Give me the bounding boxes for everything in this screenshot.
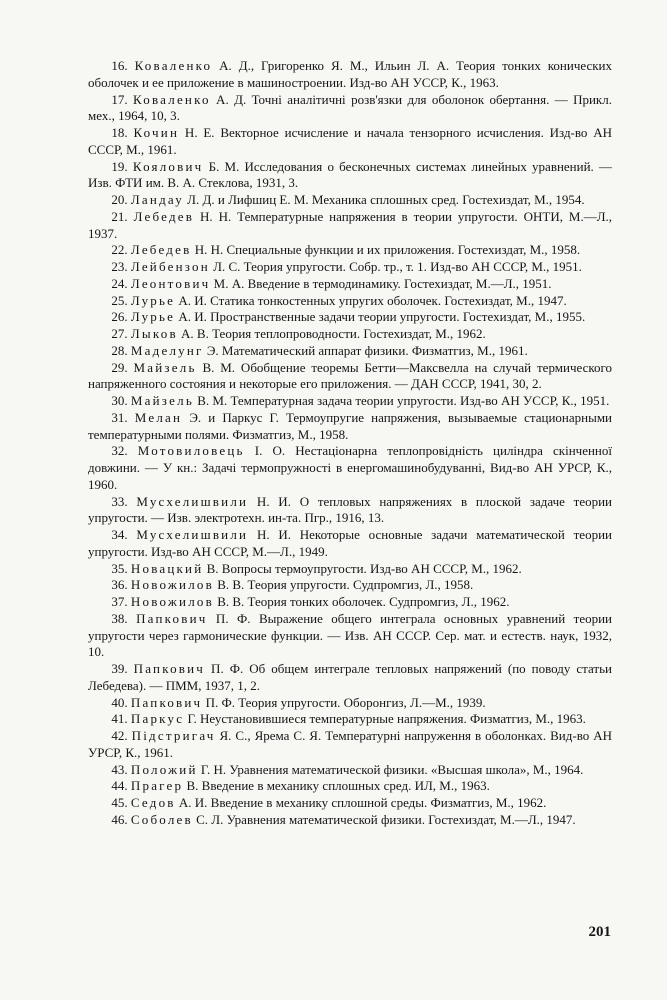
- reference-author: Підстригач: [131, 728, 216, 743]
- reference-text: А. Д. Точні аналітичні розв'язки для оболонок обертання. — Прикл. мех., 1964, 10, 3.: [88, 91, 612, 124]
- reference-number: 33.: [111, 493, 137, 509]
- reference-text: М. А. Введение в термодинамику. Гостехиздат, М.—Л., 1951.: [210, 275, 552, 291]
- reference-text: Я. С., Ярема С. Я. Температурні напруження в оболонках. Вид-во АН УРСР, К., 1961.: [88, 728, 613, 760]
- reference-text: А. Д., Григоренко Я. М., Ильин Л. А. Теория тонких конических оболочек и ее приложение в машиностроении. Изд-во АН УССР, К., 1963.: [88, 58, 613, 90]
- reference-entry: [88, 410, 612, 444]
- reference-author: Седов: [130, 795, 176, 810]
- reference-author: Ландау: [130, 192, 184, 207]
- reference-author: Папкович: [136, 610, 208, 626]
- reference-author: Паркус: [130, 711, 185, 727]
- reference-entry: [88, 577, 612, 594]
- reference-number: 25.: [111, 292, 131, 308]
- reference-text: В. М. Температурная задача теории упругости. Изд-во АН УССР, К., 1951.: [193, 393, 610, 408]
- reference-number: 18.: [111, 125, 134, 140]
- reference-text: С. Л. Уравнения математической физики. Гостехиздат, М.—Л., 1947.: [192, 811, 576, 827]
- reference-entry: [88, 276, 612, 293]
- reference-text: І. О. Нестаціонарна теплопровідність циліндра скінченної довжини. — У кн.: Задачі термопружності в енергомашинобудуванні, Вид-во АН УРСР, К., 1960.: [88, 443, 612, 492]
- reference-number: 29.: [111, 359, 134, 375]
- reference-text: П. Ф. Теория упругости. Оборонгиз, Л.—М., 1939.: [202, 694, 486, 710]
- page-number: 201: [588, 924, 611, 940]
- reference-author: Новожилов: [130, 594, 214, 609]
- reference-number: 24.: [111, 275, 131, 291]
- reference-entry: [88, 443, 612, 493]
- reference-entry: [88, 360, 612, 394]
- reference-number: 19.: [111, 158, 133, 174]
- reference-number: 38.: [111, 610, 137, 626]
- reference-list: [88, 58, 612, 829]
- reference-number: 22.: [111, 242, 131, 258]
- reference-author: Коваленко: [134, 58, 213, 73]
- reference-text: Н. И. Некоторые основные задачи математической теории упругости. Изд-во АН СССР, М.—Л., 1949.: [88, 527, 612, 559]
- reference-number: 37.: [111, 594, 131, 609]
- reference-number: 44.: [111, 778, 131, 794]
- reference-author: Маделунг: [130, 342, 204, 358]
- reference-entry: [88, 561, 612, 578]
- reference-number: 21.: [111, 208, 134, 224]
- reference-entry: [88, 728, 612, 762]
- reference-author: Новацкий: [130, 560, 204, 576]
- reference-author: Лебедев: [133, 208, 195, 224]
- reference-entry: [88, 695, 612, 712]
- reference-text: Л. Д. и Лифшиц Е. М. Механика сплошных сред. Гостехиздат, М., 1954.: [183, 192, 585, 207]
- reference-author: Лебедев: [130, 242, 192, 258]
- reference-text: А. В. Теория теплопроводности. Гостехиздат, М., 1962.: [177, 326, 486, 341]
- reference-number: 20.: [111, 192, 131, 207]
- reference-text: Г. Неустановившиеся температурные напряжения. Физматгиз, М., 1963.: [184, 711, 586, 727]
- reference-author: Новожилов: [130, 577, 214, 593]
- reference-number: 35.: [111, 560, 131, 576]
- reference-text: Н. Н. Специальные функции и их приложения. Гостехиздат, М., 1958.: [191, 242, 581, 258]
- reference-author: Соболев: [130, 811, 193, 827]
- reference-number: 43.: [111, 761, 131, 777]
- reference-entry: [88, 661, 612, 695]
- reference-entry: [88, 242, 612, 259]
- reference-author: Лейбензон: [130, 259, 210, 274]
- reference-author: Мусхелишвили: [136, 527, 249, 542]
- reference-text: В. М. Обобщение теоремы Бетти—Максвелла на случай термического напряженного состояния и некоторые его приложения. — ДАН СССР, 1941, 30, 2.: [88, 359, 613, 392]
- reference-number: 27.: [111, 326, 131, 341]
- reference-author: Коялович: [132, 158, 204, 174]
- reference-number: 36.: [111, 577, 131, 593]
- reference-entry: [88, 293, 612, 310]
- reference-text: Н. Е. Векторное исчисление и начала тензорного исчисления. Изд-во АН СССР, М., 1961.: [88, 125, 613, 157]
- reference-number: 32.: [111, 443, 138, 459]
- reference-text: В. Вопросы термоупругости. Изд-во АН СССР, М., 1962.: [203, 560, 522, 576]
- reference-number: 31.: [111, 409, 135, 425]
- reference-entry: [88, 159, 612, 193]
- reference-entry: [88, 762, 612, 779]
- reference-author: Папкович: [133, 661, 206, 676]
- reference-text: Л. С. Теория упругости. Собр. тр., т. 1. Изд-во АН СССР, М., 1951.: [209, 259, 582, 274]
- reference-author: Лыков: [130, 326, 178, 341]
- reference-entry: [88, 812, 612, 829]
- reference-author: Лурье: [130, 309, 176, 325]
- reference-entry: [88, 309, 612, 326]
- reference-author: Папкович: [130, 694, 203, 710]
- reference-number: 39.: [111, 661, 134, 676]
- reference-entry: [88, 326, 612, 343]
- reference-text: Н. И. О тепловых напряжениях в плоской задаче теории упругости. — Изв. электротехн. ин-та. Пгр., 1916, 13.: [88, 493, 612, 526]
- reference-author: Прагер: [130, 778, 184, 794]
- reference-author: Мотовиловець: [137, 443, 245, 459]
- reference-entry: [88, 527, 612, 561]
- reference-entry: [88, 594, 612, 611]
- reference-text: П. Ф. Об общем интеграле тепловых напряжений (по поводу статьи Лебедева). — ПММ, 1937, 1, 2.: [88, 661, 612, 693]
- reference-number: 40.: [111, 694, 131, 710]
- reference-author: Кочин: [133, 125, 180, 140]
- reference-entry: [88, 209, 612, 243]
- reference-number: 16.: [111, 58, 135, 73]
- reference-author: Мелан: [134, 409, 183, 425]
- reference-number: 46.: [111, 811, 131, 827]
- reference-number: 28.: [111, 342, 131, 358]
- reference-text: Э. Математический аппарат физики. Физматгиз, М., 1961.: [203, 342, 528, 358]
- reference-text: Э. и Паркус Г. Термоупругие напряжения, вызываемые стационарными температурными полями. Физматгиз, М., 1958.: [88, 409, 612, 442]
- reference-author: Коваленко: [133, 91, 211, 107]
- reference-text: В. Введение в механику сплошных сред. ИЛ, М., 1963.: [183, 778, 490, 794]
- reference-entry: [88, 778, 612, 795]
- reference-text: Г. Н. Уравнения математической физики. «Высшая школа», М., 1964.: [197, 761, 584, 777]
- reference-entry: [88, 611, 612, 661]
- reference-text: Н. Н. Температурные напряжения в теории упругости. ОНТИ, М.—Л., 1937.: [88, 208, 613, 241]
- reference-author: Майзель: [133, 359, 197, 375]
- reference-entry: [88, 125, 612, 159]
- reference-entry: [88, 393, 612, 410]
- reference-text: А. И. Введение в механику сплошной среды. Физматгиз, М., 1962.: [175, 795, 547, 810]
- reference-text: В. В. Теория упругости. Судпромгиз, Л., 1958.: [213, 577, 474, 593]
- reference-number: 30.: [111, 393, 131, 408]
- reference-number: 34.: [111, 527, 137, 542]
- reference-number: 23.: [111, 259, 131, 274]
- reference-author: Мусхелишвили: [136, 493, 249, 509]
- reference-text: А. И. Статика тонкостенных упругих оболочек. Гостехиздат, М., 1947.: [175, 292, 567, 308]
- reference-number: 45.: [111, 795, 131, 810]
- reference-entry: [88, 795, 612, 812]
- reference-entry: [88, 343, 612, 360]
- reference-entry: [88, 494, 612, 528]
- reference-number: 42.: [111, 728, 132, 743]
- reference-number: 26.: [111, 309, 131, 325]
- reference-author: Леонтович: [130, 275, 211, 291]
- reference-number: 41.: [111, 711, 131, 727]
- reference-author: Лурье: [130, 292, 176, 308]
- reference-entry: [88, 92, 612, 126]
- reference-author: Майзель: [130, 393, 194, 408]
- reference-entry: [88, 711, 612, 728]
- reference-entry: [88, 58, 612, 92]
- reference-entry: [88, 192, 612, 209]
- reference-entry: [88, 259, 612, 276]
- reference-text: В. В. Теория тонких оболочек. Судпромгиз, Л., 1962.: [213, 594, 510, 609]
- reference-author: Положий: [130, 761, 198, 777]
- reference-text: Б. М. Исследования о бесконечных системах линейных уравнений. — Изв. ФТИ им. В. А. Стеклова, 1931, 3.: [88, 158, 613, 191]
- reference-text: А. И. Пространственные задачи теории упругости. Гостехиздат, М., 1955.: [175, 309, 586, 325]
- reference-text: П. Ф. Выражение общего интеграла основных уравнений теории упругости через гармонические функции. — Изв. АН СССР. Сер. мат. и естеств. наук, 1932, 10.: [88, 610, 613, 660]
- reference-number: 17.: [111, 91, 134, 107]
